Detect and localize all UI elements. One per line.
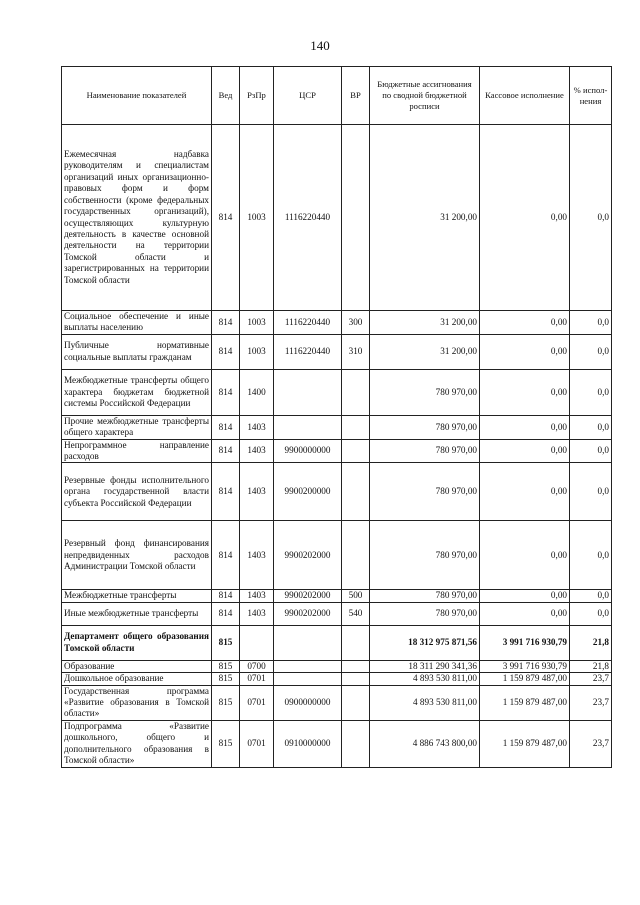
cell-ved: 814 xyxy=(212,590,240,602)
cell-ved: 814 xyxy=(212,369,240,415)
cell-csr: 9900202000 xyxy=(274,521,342,590)
cell-name: Межбюджетные трансферты xyxy=(62,590,212,602)
cell-pct: 0,0 xyxy=(570,125,612,311)
header-vr: ВР xyxy=(342,67,370,125)
cell-name: Резервные фонды исполнительного органа государственной власти субъекта Российской Федерации xyxy=(62,463,212,521)
cell-cash: 1 159 879 487,00 xyxy=(480,673,570,685)
cell-cash: 1 159 879 487,00 xyxy=(480,685,570,720)
cell-ved: 814 xyxy=(212,439,240,463)
cell-rzpr: 0701 xyxy=(240,685,274,720)
page-number: 140 xyxy=(310,38,330,53)
cell-budget: 18 312 975 871,56 xyxy=(370,625,480,660)
cell-ved: 814 xyxy=(212,311,240,335)
cell-budget: 780 970,00 xyxy=(370,521,480,590)
cell-csr xyxy=(274,415,342,439)
cell-csr: 9900000000 xyxy=(274,439,342,463)
cell-rzpr xyxy=(240,625,274,660)
cell-name: Ежемесячная надбавка руководителям и специалистам организаций иных организационно-правовых форм и форм собственности (кроме федеральных государственных организаций), осуществляющих культурную деятельность в качестве основной деятельности на территории Томской области и зарегистрированных на территории Томской области xyxy=(62,125,212,311)
cell-vr: 310 xyxy=(342,334,370,369)
cell-cash: 0,00 xyxy=(480,125,570,311)
cell-name: Непрограммное направление расходов xyxy=(62,439,212,463)
cell-budget: 31 200,00 xyxy=(370,334,480,369)
cell-pct: 0,0 xyxy=(570,521,612,590)
table-header-row xyxy=(62,67,612,125)
cell-name: Образование xyxy=(62,660,212,672)
cell-budget: 780 970,00 xyxy=(370,602,480,625)
cell-rzpr: 1403 xyxy=(240,439,274,463)
header-rzpr: РзПр xyxy=(240,67,274,125)
cell-vr xyxy=(342,439,370,463)
cell-vr: 300 xyxy=(342,311,370,335)
cell-name: Государственная программа «Развитие образования в Томской области» xyxy=(62,685,212,720)
cell-budget: 780 970,00 xyxy=(370,369,480,415)
cell-ved: 815 xyxy=(212,685,240,720)
header-csr: ЦСР xyxy=(274,67,342,125)
table-row xyxy=(62,369,612,415)
cell-rzpr: 1403 xyxy=(240,602,274,625)
table-row xyxy=(62,125,612,311)
cell-rzpr: 0701 xyxy=(240,673,274,685)
cell-cash: 3 991 716 930,79 xyxy=(480,660,570,672)
cell-rzpr: 1003 xyxy=(240,125,274,311)
cell-pct: 0,0 xyxy=(570,334,612,369)
cell-cash: 3 991 716 930,79 xyxy=(480,625,570,660)
cell-vr xyxy=(342,625,370,660)
cell-vr xyxy=(342,720,370,767)
cell-pct: 0,0 xyxy=(570,463,612,521)
cell-vr: 540 xyxy=(342,602,370,625)
table-row xyxy=(62,660,612,672)
cell-csr xyxy=(274,369,342,415)
cell-budget: 780 970,00 xyxy=(370,590,480,602)
cell-vr xyxy=(342,415,370,439)
cell-vr xyxy=(342,125,370,311)
table-row xyxy=(62,602,612,625)
cell-ved: 814 xyxy=(212,521,240,590)
cell-rzpr: 1400 xyxy=(240,369,274,415)
cell-rzpr: 1003 xyxy=(240,334,274,369)
cell-name: Прочие межбюджетные трансферты общего характера xyxy=(62,415,212,439)
cell-vr xyxy=(342,369,370,415)
cell-cash: 0,00 xyxy=(480,369,570,415)
cell-vr xyxy=(342,521,370,590)
table-row xyxy=(62,463,612,521)
cell-rzpr: 1403 xyxy=(240,415,274,439)
cell-budget: 780 970,00 xyxy=(370,463,480,521)
cell-csr: 0910000000 xyxy=(274,720,342,767)
table-body xyxy=(62,125,612,768)
cell-csr xyxy=(274,625,342,660)
cell-rzpr: 1003 xyxy=(240,311,274,335)
cell-rzpr: 1403 xyxy=(240,590,274,602)
table-row xyxy=(62,673,612,685)
table-row xyxy=(62,685,612,720)
cell-rzpr: 1403 xyxy=(240,463,274,521)
cell-cash: 0,00 xyxy=(480,439,570,463)
cell-cash: 0,00 xyxy=(480,334,570,369)
header-ved: Вед xyxy=(212,67,240,125)
budget-execution-table xyxy=(61,66,612,768)
cell-budget: 18 311 290 341,36 xyxy=(370,660,480,672)
table-row xyxy=(62,311,612,335)
table-row xyxy=(62,720,612,767)
cell-ved: 815 xyxy=(212,673,240,685)
cell-csr: 9900202000 xyxy=(274,590,342,602)
cell-cash: 0,00 xyxy=(480,590,570,602)
cell-name: Подпрограмма «Развитие дошкольного, общего и дополнительного образования в Томской области» xyxy=(62,720,212,767)
cell-ved: 814 xyxy=(212,415,240,439)
header-pct: % испол-нения xyxy=(570,67,612,125)
cell-budget: 31 200,00 xyxy=(370,311,480,335)
cell-ved: 815 xyxy=(212,720,240,767)
cell-ved: 814 xyxy=(212,463,240,521)
table-row xyxy=(62,334,612,369)
cell-ved: 814 xyxy=(212,602,240,625)
cell-name: Дошкольное образование xyxy=(62,673,212,685)
cell-pct: 0,0 xyxy=(570,439,612,463)
cell-vr: 500 xyxy=(342,590,370,602)
cell-csr: 0900000000 xyxy=(274,685,342,720)
cell-name: Межбюджетные трансферты общего характера бюджетам бюджетной системы Российской Федерации xyxy=(62,369,212,415)
cell-pct: 21,8 xyxy=(570,660,612,672)
cell-vr xyxy=(342,463,370,521)
cell-csr: 9900200000 xyxy=(274,463,342,521)
cell-vr xyxy=(342,673,370,685)
table-row xyxy=(62,439,612,463)
cell-budget: 4 893 530 811,00 xyxy=(370,685,480,720)
table-row xyxy=(62,415,612,439)
cell-cash: 0,00 xyxy=(480,463,570,521)
cell-csr xyxy=(274,673,342,685)
cell-name: Социальное обеспечение и иные выплаты населению xyxy=(62,311,212,335)
cell-pct: 0,0 xyxy=(570,369,612,415)
cell-budget: 4 893 530 811,00 xyxy=(370,673,480,685)
cell-csr xyxy=(274,660,342,672)
table-row xyxy=(62,625,612,660)
cell-name: Департамент общего образования Томской области xyxy=(62,625,212,660)
cell-pct: 0,0 xyxy=(570,415,612,439)
cell-ved: 815 xyxy=(212,660,240,672)
cell-cash: 0,00 xyxy=(480,521,570,590)
header-cash: Кассовое исполнение xyxy=(480,67,570,125)
cell-csr: 1116220440 xyxy=(274,125,342,311)
cell-budget: 4 886 743 800,00 xyxy=(370,720,480,767)
cell-cash: 0,00 xyxy=(480,415,570,439)
cell-pct: 0,0 xyxy=(570,311,612,335)
cell-pct: 23,7 xyxy=(570,685,612,720)
cell-cash: 0,00 xyxy=(480,311,570,335)
cell-rzpr: 1403 xyxy=(240,521,274,590)
cell-budget: 31 200,00 xyxy=(370,125,480,311)
cell-vr xyxy=(342,685,370,720)
cell-pct: 23,7 xyxy=(570,720,612,767)
cell-cash: 1 159 879 487,00 xyxy=(480,720,570,767)
cell-ved: 814 xyxy=(212,125,240,311)
cell-pct: 23,7 xyxy=(570,673,612,685)
cell-csr: 9900202000 xyxy=(274,602,342,625)
cell-ved: 815 xyxy=(212,625,240,660)
cell-name: Иные межбюджетные трансферты xyxy=(62,602,212,625)
cell-csr: 1116220440 xyxy=(274,311,342,335)
cell-pct: 0,0 xyxy=(570,602,612,625)
cell-rzpr: 0701 xyxy=(240,720,274,767)
cell-name: Резервный фонд финансирования непредвиденных расходов Администрации Томской области xyxy=(62,521,212,590)
header-name: Наименование показателей xyxy=(62,67,212,125)
cell-name: Публичные нормативные социальные выплаты гражданам xyxy=(62,334,212,369)
cell-rzpr: 0700 xyxy=(240,660,274,672)
header-budget: Бюджетные ассигнования по сводной бюджетной росписи xyxy=(370,67,480,125)
cell-csr: 1116220440 xyxy=(274,334,342,369)
cell-budget: 780 970,00 xyxy=(370,439,480,463)
cell-pct: 21,8 xyxy=(570,625,612,660)
cell-budget: 780 970,00 xyxy=(370,415,480,439)
cell-cash: 0,00 xyxy=(480,602,570,625)
cell-ved: 814 xyxy=(212,334,240,369)
table-row xyxy=(62,590,612,602)
cell-pct: 0,0 xyxy=(570,590,612,602)
cell-vr xyxy=(342,660,370,672)
table-row xyxy=(62,521,612,590)
